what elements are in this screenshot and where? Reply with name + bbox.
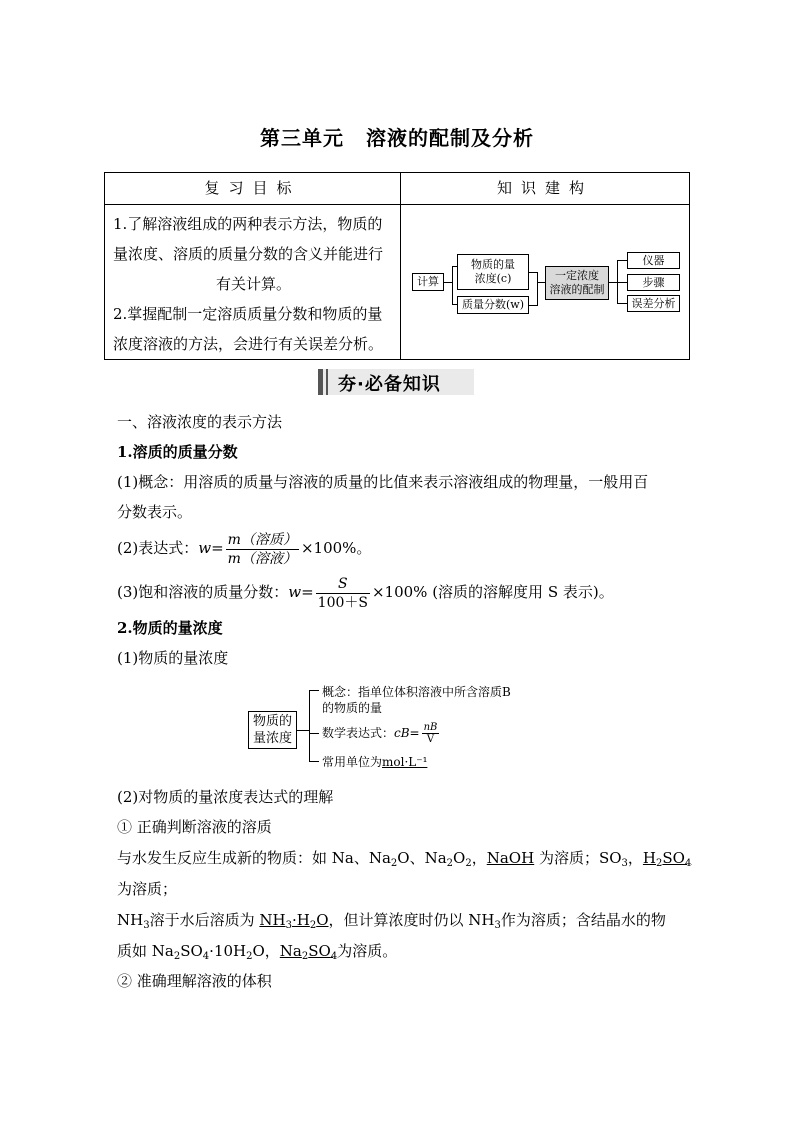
concept-definition: 的物质的量 <box>322 701 383 715</box>
goal-text: 2.掌握配制一定溶质质量分数和物质的量 <box>113 305 383 323</box>
review-goals-cell <box>105 205 401 360</box>
concept-box-molarity: 物质的 量浓度 <box>248 711 297 749</box>
paragraph-line: (1)物质的量浓度 <box>117 649 229 667</box>
paragraph-line: 分数表示。 <box>117 503 193 521</box>
concept-expression: 数学表达式：cB= $\frac{nB}{V}$ <box>322 722 438 745</box>
point-heading: ① 正确判断溶液的溶质 <box>117 818 272 836</box>
paragraph-line: 与水发生反应生成新的物质：如 Na、$Na_2O$、$Na_2O_2$，NaOH 为溶质；$SO_3$，$H_2SO_4$ <box>117 849 692 869</box>
paragraph-line: 质如 $Na_2SO_4\cdot 10H_2O$，$Na_2SO_4$为溶质。 <box>117 942 398 962</box>
concept-unit: 常用单位为mol·L⁻¹ <box>322 755 428 769</box>
paragraph-line: (1)概念：用溶质的质量与溶液的质量的比值来表示溶液组成的物理量，一般用百 <box>117 473 649 491</box>
map-node-error-analysis: 误差分析 <box>627 295 680 312</box>
paragraph-line: (2)对物质的量浓度表达式的理解 <box>117 788 334 806</box>
goal-text: 量浓度、溶质的质量分数的含义并能进行 <box>113 245 384 263</box>
paragraph-line: 为溶质； <box>117 880 178 898</box>
section-heading: 一、溶液浓度的表示方法 <box>117 413 283 431</box>
header-knowledge-map: 知识建构 <box>401 173 690 205</box>
subsection-heading: 2.物质的量浓度 <box>117 619 223 637</box>
concept-definition: 概念：指单位体积溶液中所含溶质B <box>322 685 511 699</box>
saturated-formula: (3)饱和溶液的质量分数：w= $\frac{S}{100+S}$ ×100% (溶质的溶解度用 S 表示)。 <box>117 575 614 611</box>
header-review-goals: 复习目标 <box>105 173 401 205</box>
goal-text: 有关计算。 <box>215 275 291 293</box>
map-node-solution-preparation: 一定浓度 溶液的配制 <box>545 266 609 300</box>
goal-text: 浓度溶液的方法，会进行有关误差分析。 <box>113 335 384 353</box>
page-title: 第三单元 溶液的配制及分析 <box>260 126 534 150</box>
map-node-mass-fraction: 质量分数(w) <box>457 296 529 314</box>
map-node-calc: 计算 <box>412 273 444 291</box>
map-node-steps: 步骤 <box>627 274 680 291</box>
map-node-molar-concentration: 物质的量 浓度(c) <box>457 254 529 290</box>
paragraph-line: $NH_3$溶于水后溶质为 $NH_3\cdot H_2O$，但计算浓度时仍以 $NH_3$作为溶质；含结晶水的物 <box>117 911 666 931</box>
map-node-instruments: 仪器 <box>627 252 680 269</box>
section-banner: 夯·必备知识 <box>318 369 474 395</box>
goal-text: 1.了解溶液组成的两种表示方法，物质的 <box>113 215 383 233</box>
point-heading: ② 准确理解溶液的体积 <box>117 972 272 990</box>
mass-fraction-formula: (2)表达式：w= $\frac{\text{m（溶质）}}{\text{m（溶液）}}$ ×100%。 <box>117 531 372 567</box>
subsection-heading: 1.溶质的质量分数 <box>117 443 238 461</box>
